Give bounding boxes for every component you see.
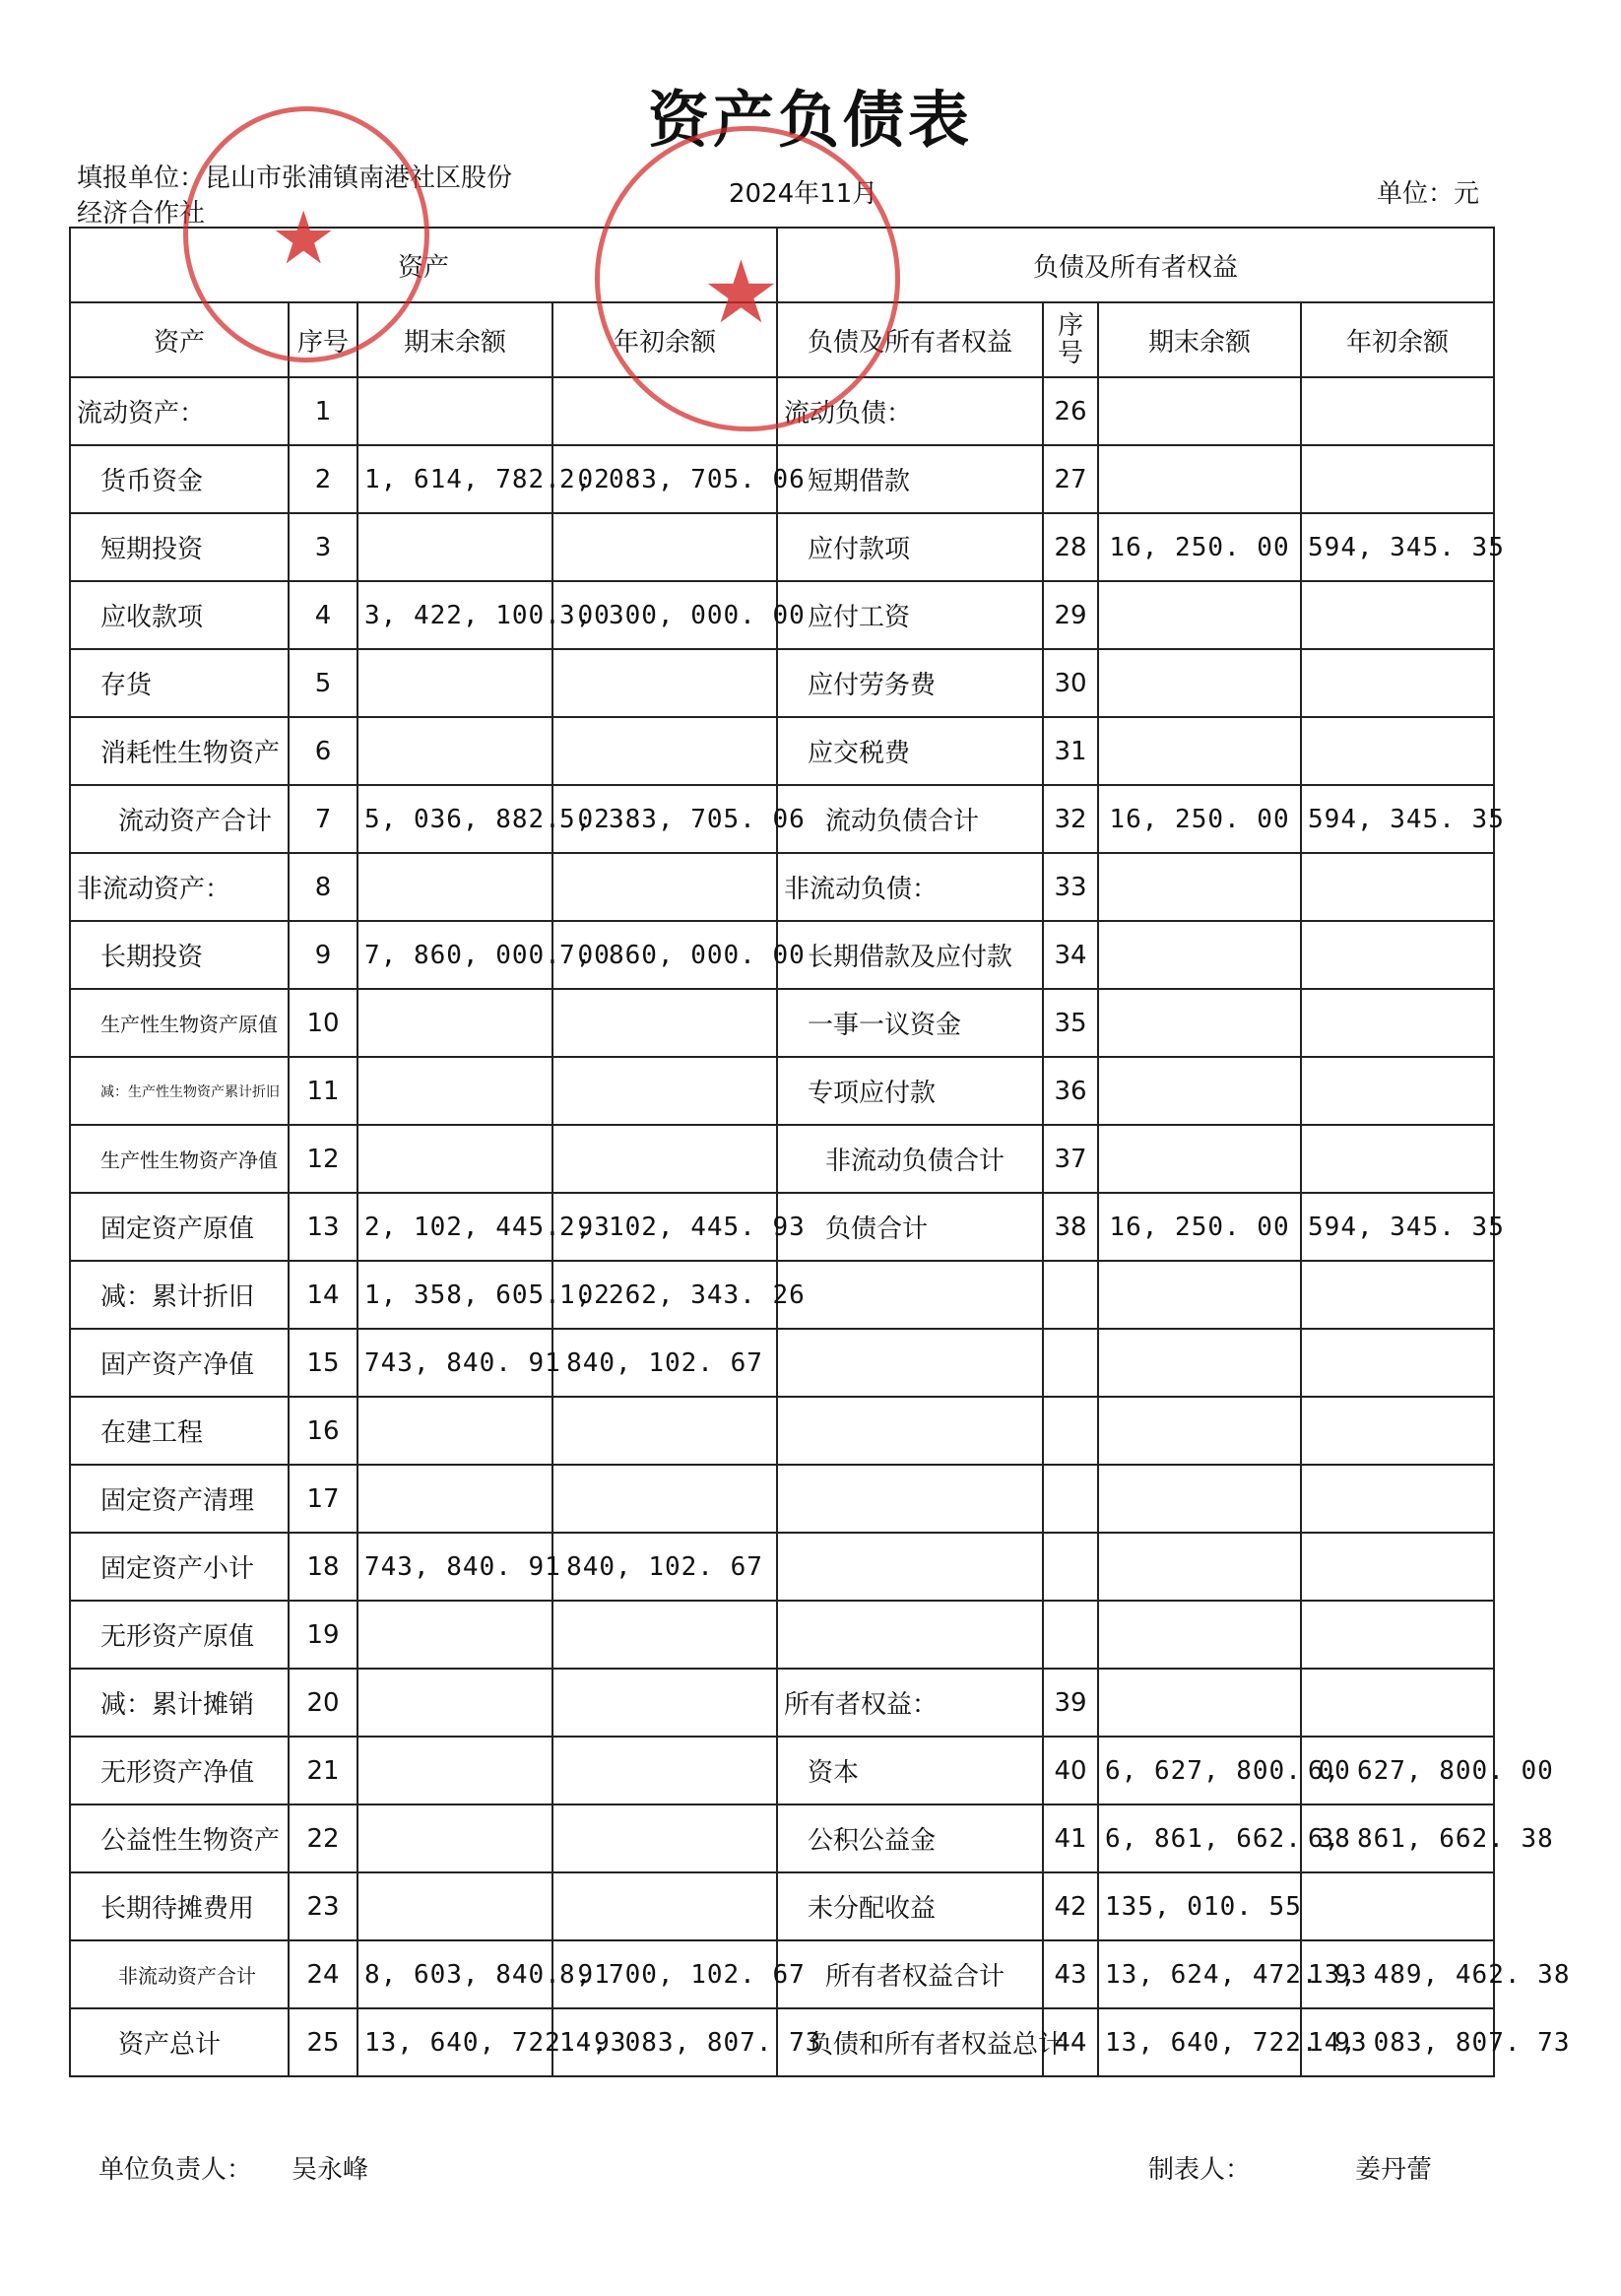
col-liability: 负债及所有者权益 xyxy=(777,302,1043,377)
table-row xyxy=(70,649,1494,717)
asset-begin-cell: 2, 102, 445. 93 xyxy=(552,1193,777,1261)
liability-begin-cell xyxy=(1301,377,1494,445)
liability-seq-cell xyxy=(1043,1533,1098,1601)
liability-end-cell xyxy=(1098,1533,1301,1601)
asset-name-cell: 短期投资 xyxy=(70,513,289,581)
asset-end-cell xyxy=(357,649,552,717)
liability-seq-cell: 42 xyxy=(1043,1872,1098,1940)
liability-name-cell: 公积公益金 xyxy=(777,1804,1043,1872)
liability-begin-cell xyxy=(1301,717,1494,785)
asset-name-cell: 资产总计 xyxy=(70,2008,289,2076)
liability-name-cell: 负债合计 xyxy=(777,1193,1043,1261)
page-title: 资产负债表 xyxy=(647,84,973,156)
asset-seq-cell: 14 xyxy=(289,1261,357,1329)
liability-begin-cell xyxy=(1301,1261,1494,1329)
asset-end-cell xyxy=(357,717,552,785)
section-assets: 资产 xyxy=(70,228,777,302)
asset-seq-cell: 21 xyxy=(289,1737,357,1804)
asset-seq-cell: 5 xyxy=(289,649,357,717)
col-end-balance: 期末余额 xyxy=(357,302,552,377)
liability-seq-cell xyxy=(1043,1261,1098,1329)
asset-name-cell: 非流动资产合计 xyxy=(70,1940,289,2008)
liability-name-cell xyxy=(777,1601,1043,1669)
liability-name-cell: 短期借款 xyxy=(777,445,1043,513)
asset-end-cell xyxy=(357,1397,552,1465)
asset-name-cell: 非流动资产： xyxy=(70,853,289,921)
asset-end-cell xyxy=(357,377,552,445)
asset-seq-cell: 22 xyxy=(289,1804,357,1872)
table-row xyxy=(70,513,1494,581)
asset-end-cell: 743, 840. 91 xyxy=(357,1533,552,1601)
liability-end-cell xyxy=(1098,1601,1301,1669)
asset-name-cell: 流动资产合计 xyxy=(70,785,289,853)
asset-name-cell: 货币资金 xyxy=(70,445,289,513)
asset-begin-cell xyxy=(552,1804,777,1872)
asset-seq-cell: 3 xyxy=(289,513,357,581)
liability-begin-cell: 594, 345. 35 xyxy=(1301,785,1494,853)
seal-star-icon: ★ xyxy=(271,196,337,281)
liability-end-cell xyxy=(1098,1057,1301,1125)
liability-begin-cell xyxy=(1301,649,1494,717)
liability-name-cell xyxy=(777,1261,1043,1329)
liability-end-cell xyxy=(1098,1125,1301,1193)
asset-seq-cell: 16 xyxy=(289,1397,357,1465)
asset-end-cell: 1, 614, 782. 02 xyxy=(357,445,552,513)
liability-end-cell xyxy=(1098,989,1301,1057)
liability-begin-cell: 594, 345. 35 xyxy=(1301,1193,1494,1261)
col-begin-balance2: 年初余额 xyxy=(1301,302,1494,377)
asset-name-cell: 固定资产原值 xyxy=(70,1193,289,1261)
asset-seq-cell: 17 xyxy=(289,1465,357,1533)
table-row xyxy=(70,1601,1494,1669)
asset-end-cell xyxy=(357,1125,552,1193)
liability-name-cell: 应付款项 xyxy=(777,513,1043,581)
liability-name-cell xyxy=(777,1397,1043,1465)
table-row xyxy=(70,853,1494,921)
liability-end-cell xyxy=(1098,1261,1301,1329)
liability-seq-cell: 26 xyxy=(1043,377,1098,445)
asset-end-cell: 8, 603, 840. 91 xyxy=(357,1940,552,2008)
asset-begin-cell xyxy=(552,1465,777,1533)
asset-name-cell: 减：生产性生物资产累计折旧 xyxy=(70,1057,289,1125)
asset-end-cell xyxy=(357,1872,552,1940)
liability-end-cell xyxy=(1098,1465,1301,1533)
asset-begin-cell: 3, 300, 000. 00 xyxy=(552,581,777,649)
unit-head-label: 单位负责人： xyxy=(98,2155,253,2185)
liability-begin-cell xyxy=(1301,921,1494,989)
liability-begin-cell xyxy=(1301,1465,1494,1533)
asset-end-cell xyxy=(357,1669,552,1737)
liability-name-cell: 未分配收益 xyxy=(777,1872,1043,1940)
asset-seq-cell: 25 xyxy=(289,2008,357,2076)
liability-name-cell: 流动负债： xyxy=(777,377,1043,445)
liability-seq-cell xyxy=(1043,1329,1098,1397)
asset-seq-cell: 8 xyxy=(289,853,357,921)
liability-name-cell: 流动负债合计 xyxy=(777,785,1043,853)
col-asset: 资产 xyxy=(70,302,289,377)
asset-end-cell: 5, 036, 882. 02 xyxy=(357,785,552,853)
asset-seq-cell: 15 xyxy=(289,1329,357,1397)
asset-begin-cell: 14, 083, 807. 73 xyxy=(552,2008,777,2076)
asset-begin-cell xyxy=(552,1397,777,1465)
table-row xyxy=(70,1872,1494,1940)
liability-seq-cell: 36 xyxy=(1043,1057,1098,1125)
asset-seq-cell: 7 xyxy=(289,785,357,853)
liability-end-cell: 135, 010. 55 xyxy=(1098,1872,1301,1940)
asset-end-cell: 13, 640, 722. 93 xyxy=(357,2008,552,2076)
asset-end-cell xyxy=(357,853,552,921)
table-row xyxy=(70,1533,1494,1601)
liability-end-cell: 13, 640, 722. 93 xyxy=(1098,2008,1301,2076)
liability-seq-cell: 43 xyxy=(1043,1940,1098,2008)
liability-end-cell: 6, 627, 800. 00 xyxy=(1098,1737,1301,1804)
liability-seq-cell: 44 xyxy=(1043,2008,1098,2076)
liability-seq-cell: 39 xyxy=(1043,1669,1098,1737)
col-seq2 xyxy=(1043,302,1098,377)
liability-seq-cell: 34 xyxy=(1043,921,1098,989)
asset-begin-cell xyxy=(552,989,777,1057)
asset-begin-cell xyxy=(552,649,777,717)
asset-name-cell: 无形资产净值 xyxy=(70,1737,289,1804)
asset-begin-cell: 2, 083, 705. 06 xyxy=(552,445,777,513)
liability-seq-cell xyxy=(1043,1397,1098,1465)
liability-end-cell xyxy=(1098,1669,1301,1737)
asset-begin-cell xyxy=(552,1872,777,1940)
col-seq2-a: 序 xyxy=(1058,311,1084,341)
asset-name-cell: 固定资产清理 xyxy=(70,1465,289,1533)
asset-seq-cell: 23 xyxy=(289,1872,357,1940)
unit-head-name: 吴永峰 xyxy=(292,2155,369,2185)
asset-begin-cell: 840, 102. 67 xyxy=(552,1533,777,1601)
balance-sheet-table xyxy=(69,227,1571,2077)
liability-begin-cell: 13, 489, 462. 38 xyxy=(1301,1940,1494,2008)
liability-begin-cell: 6, 627, 800. 00 xyxy=(1301,1737,1494,1804)
reporting-unit-line1: 填报单位：昆山市张浦镇南港社区股份 xyxy=(77,164,513,193)
asset-name-cell: 流动资产： xyxy=(70,377,289,445)
asset-end-cell: 3, 422, 100. 00 xyxy=(357,581,552,649)
asset-end-cell xyxy=(357,1737,552,1804)
reporting-unit-line2: 经济合作社 xyxy=(77,199,206,229)
liability-begin-cell xyxy=(1301,1397,1494,1465)
col-seq2-b: 号 xyxy=(1058,339,1084,368)
liability-seq-cell: 38 xyxy=(1043,1193,1098,1261)
preparer-name: 姜丹蕾 xyxy=(1355,2155,1433,2185)
asset-name-cell: 固产资产净值 xyxy=(70,1329,289,1397)
liability-begin-cell: 14, 083, 807. 73 xyxy=(1301,2008,1494,2076)
liability-name-cell xyxy=(777,1329,1043,1397)
liability-name-cell: 负债和所有者权益总计 xyxy=(777,2008,1043,2076)
table-row xyxy=(70,1804,1494,1872)
liability-end-cell xyxy=(1098,1329,1301,1397)
liability-begin-cell xyxy=(1301,1601,1494,1669)
table-row xyxy=(70,921,1494,989)
liability-end-cell: 16, 250. 00 xyxy=(1098,513,1301,581)
asset-seq-cell: 4 xyxy=(289,581,357,649)
liability-begin-cell: 6, 861, 662. 38 xyxy=(1301,1804,1494,1872)
liability-name-cell: 非流动负债合计 xyxy=(777,1125,1043,1193)
asset-name-cell: 固定资产小计 xyxy=(70,1533,289,1601)
col-begin-balance: 年初余额 xyxy=(552,302,777,377)
liability-name-cell: 所有者权益合计 xyxy=(777,1940,1043,2008)
liability-begin-cell xyxy=(1301,853,1494,921)
asset-end-cell xyxy=(357,1057,552,1125)
asset-begin-cell xyxy=(552,513,777,581)
asset-seq-cell: 20 xyxy=(289,1669,357,1737)
asset-begin-cell: 5, 383, 705. 06 xyxy=(552,785,777,853)
asset-seq-cell: 1 xyxy=(289,377,357,445)
asset-begin-cell: 7, 860, 000. 00 xyxy=(552,921,777,989)
liability-name-cell: 资本 xyxy=(777,1737,1043,1804)
table-row xyxy=(70,2008,1494,2076)
asset-seq-cell: 12 xyxy=(289,1125,357,1193)
liability-name-cell: 专项应付款 xyxy=(777,1057,1043,1125)
section-liabilities-equity: 负债及所有者权益 xyxy=(777,228,1494,302)
asset-begin-cell: 840, 102. 67 xyxy=(552,1329,777,1397)
asset-name-cell: 长期投资 xyxy=(70,921,289,989)
asset-begin-cell xyxy=(552,853,777,921)
table-row xyxy=(70,1669,1494,1737)
liability-seq-cell: 31 xyxy=(1043,717,1098,785)
liability-name-cell: 所有者权益： xyxy=(777,1669,1043,1737)
liability-name-cell: 长期借款及应付款 xyxy=(777,921,1043,989)
asset-name-cell: 存货 xyxy=(70,649,289,717)
liability-end-cell xyxy=(1098,853,1301,921)
liability-begin-cell xyxy=(1301,1669,1494,1737)
asset-end-cell xyxy=(357,1465,552,1533)
asset-name-cell: 生产性生物资产净值 xyxy=(70,1125,289,1193)
liability-seq-cell: 28 xyxy=(1043,513,1098,581)
liability-begin-cell xyxy=(1301,581,1494,649)
liability-end-cell: 16, 250. 00 xyxy=(1098,1193,1301,1261)
asset-begin-cell xyxy=(552,1125,777,1193)
asset-end-cell xyxy=(357,1804,552,1872)
supervision-committee-seal xyxy=(595,126,900,431)
liability-seq-cell: 37 xyxy=(1043,1125,1098,1193)
liability-begin-cell xyxy=(1301,1872,1494,1940)
table-row xyxy=(70,1397,1494,1465)
asset-seq-cell: 18 xyxy=(289,1533,357,1601)
liability-seq-cell: 29 xyxy=(1043,581,1098,649)
asset-seq-cell: 10 xyxy=(289,989,357,1057)
liability-end-cell xyxy=(1098,1397,1301,1465)
table-row xyxy=(70,1940,1494,2008)
liability-seq-cell: 41 xyxy=(1043,1804,1098,1872)
table-row xyxy=(70,785,1494,853)
asset-begin-cell: 1, 262, 343. 26 xyxy=(552,1261,777,1329)
asset-name-cell: 消耗性生物资产 xyxy=(70,717,289,785)
table-row xyxy=(70,1193,1494,1261)
asset-end-cell xyxy=(357,989,552,1057)
asset-name-cell: 在建工程 xyxy=(70,1397,289,1465)
asset-end-cell xyxy=(357,1601,552,1669)
table-row xyxy=(70,1465,1494,1533)
liability-begin-cell xyxy=(1301,1329,1494,1397)
table-row xyxy=(70,1057,1494,1125)
asset-seq-cell: 6 xyxy=(289,717,357,785)
asset-name-cell: 长期待摊费用 xyxy=(70,1872,289,1940)
liability-end-cell xyxy=(1098,649,1301,717)
liability-name-cell: 应付工资 xyxy=(777,581,1043,649)
asset-begin-cell xyxy=(552,717,777,785)
liability-begin-cell xyxy=(1301,1125,1494,1193)
liability-end-cell: 6, 861, 662. 38 xyxy=(1098,1804,1301,1872)
liability-seq-cell: 40 xyxy=(1043,1737,1098,1804)
asset-begin-cell xyxy=(552,1601,777,1669)
asset-name-cell: 公益性生物资产 xyxy=(70,1804,289,1872)
liability-seq-cell xyxy=(1043,1465,1098,1533)
liability-end-cell: 16, 250. 00 xyxy=(1098,785,1301,853)
liability-begin-cell xyxy=(1301,1533,1494,1601)
liability-end-cell: 13, 624, 472. 93 xyxy=(1098,1940,1301,2008)
asset-begin-cell xyxy=(552,1669,777,1737)
asset-name-cell: 应收款项 xyxy=(70,581,289,649)
asset-begin-cell xyxy=(552,1737,777,1804)
table-row xyxy=(70,1261,1494,1329)
col-seq: 序号 xyxy=(289,302,357,377)
asset-seq-cell: 24 xyxy=(289,1940,357,2008)
liability-seq-cell: 30 xyxy=(1043,649,1098,717)
liability-seq-cell: 33 xyxy=(1043,853,1098,921)
liability-seq-cell: 35 xyxy=(1043,989,1098,1057)
liability-seq-cell: 32 xyxy=(1043,785,1098,853)
asset-end-cell: 1, 358, 605. 02 xyxy=(357,1261,552,1329)
asset-name-cell: 无形资产原值 xyxy=(70,1601,289,1669)
liability-end-cell xyxy=(1098,921,1301,989)
asset-begin-cell: 8, 700, 102. 67 xyxy=(552,1940,777,2008)
liability-begin-cell: 594, 345. 35 xyxy=(1301,513,1494,581)
table-row xyxy=(70,1329,1494,1397)
table-row xyxy=(70,717,1494,785)
table-row xyxy=(70,1125,1494,1193)
liability-begin-cell xyxy=(1301,989,1494,1057)
asset-name-cell: 减：累计摊销 xyxy=(70,1669,289,1737)
asset-end-cell xyxy=(357,513,552,581)
asset-seq-cell: 11 xyxy=(289,1057,357,1125)
cooperative-seal xyxy=(183,106,429,362)
asset-seq-cell: 2 xyxy=(289,445,357,513)
liability-begin-cell xyxy=(1301,1057,1494,1125)
asset-seq-cell: 13 xyxy=(289,1193,357,1261)
liability-name-cell xyxy=(777,1465,1043,1533)
liability-begin-cell xyxy=(1301,445,1494,513)
table-row xyxy=(70,445,1494,513)
report-period: 2024年11月 xyxy=(729,179,878,209)
liability-name-cell: 应付劳务费 xyxy=(777,649,1043,717)
table-row xyxy=(70,1737,1494,1804)
asset-name-cell: 生产性生物资产原值 xyxy=(70,989,289,1057)
asset-name-cell: 减：累计折旧 xyxy=(70,1261,289,1329)
asset-end-cell: 7, 860, 000. 00 xyxy=(357,921,552,989)
liability-seq-cell xyxy=(1043,1601,1098,1669)
asset-begin-cell xyxy=(552,1057,777,1125)
liability-name-cell: 一事一议资金 xyxy=(777,989,1043,1057)
table-row xyxy=(70,581,1494,649)
asset-end-cell: 2, 102, 445. 93 xyxy=(357,1193,552,1261)
asset-end-cell: 743, 840. 91 xyxy=(357,1329,552,1397)
col-end-balance2: 期末余额 xyxy=(1098,302,1301,377)
liability-name-cell: 非流动负债： xyxy=(777,853,1043,921)
liability-end-cell xyxy=(1098,377,1301,445)
asset-seq-cell: 9 xyxy=(289,921,357,989)
currency-unit: 单位：元 xyxy=(1377,179,1480,209)
seal-star-icon: ★ xyxy=(702,241,780,343)
preparer-label: 制表人： xyxy=(1148,2155,1252,2185)
asset-seq-cell: 19 xyxy=(289,1601,357,1669)
liability-end-cell xyxy=(1098,717,1301,785)
liability-end-cell xyxy=(1098,581,1301,649)
liability-end-cell xyxy=(1098,445,1301,513)
liability-name-cell: 应交税费 xyxy=(777,717,1043,785)
liability-name-cell xyxy=(777,1533,1043,1601)
liability-seq-cell: 27 xyxy=(1043,445,1098,513)
table-row xyxy=(70,989,1494,1057)
